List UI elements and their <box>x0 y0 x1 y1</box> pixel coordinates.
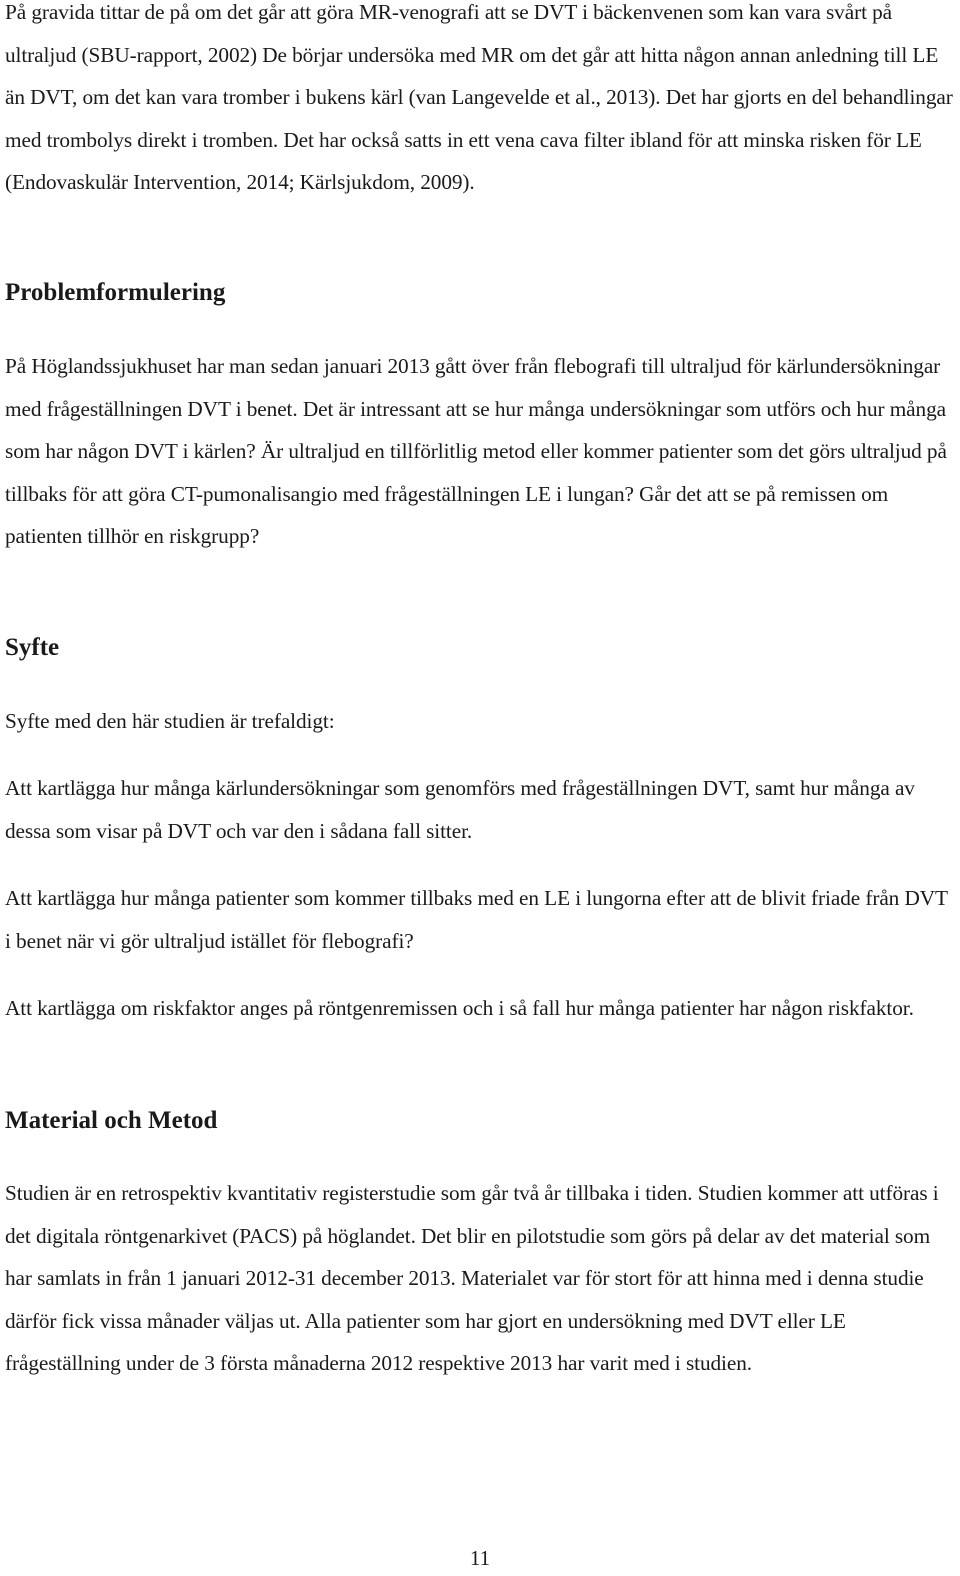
syfte-intro-paragraph: Syfte med den här studien är trefaldigt: <box>5 709 335 733</box>
syfte-aim-paragraph: Att kartlägga hur många patienter som kommer tillbaks med en LE i lungorna efter att de blivit friade från DVT i benet när vi gör ultraljud istället för flebografi? <box>5 886 948 953</box>
intro-paragraph: På gravida tittar de på om det går att göra MR-venografi att se DVT i bäckenvenen som kan vara svårt på ultraljud (SBU-rapport, 2002) De börjar undersöka med MR om det går att hitta någon annan anledning till LE än DVT, om det kan vara tromber i bukens kärl (van Langevelde et al., 2013). Det har gjorts en del behandlingar med trombolys direkt i tromben. Det har också satts in ett vena cava filter ibland för att minska risken för LE (Endovaskulär Intervention, 2014; Kärlsjukdom, 2009). <box>5 0 953 194</box>
syfte-heading: Syfte <box>5 634 60 661</box>
page-number: 11 <box>469 1546 491 1570</box>
metod-heading: Material och Metod <box>5 1107 218 1134</box>
syfte-aim-paragraph: Att kartlägga hur många kärlundersökningar som genomförs med frågeställningen DVT, samt hur många av dessa som visar på DVT och var den i sådana fall sitter. <box>5 776 915 843</box>
problem-heading: Problemformulering <box>5 279 226 306</box>
syfte-aim-paragraph: Att kartlägga om riskfaktor anges på röntgenremissen och i så fall hur många patienter har någon riskfaktor. <box>5 996 914 1020</box>
problem-paragraph: På Höglandssjukhuset har man sedan januari 2013 gått över från flebografi till ultraljud för kärlundersökningar med frågeställningen DVT i benet. Det är intressant att se hur många undersökningar som utförs och hur många som har någon DVT i kärlen? Är ultraljud en tillförlitlig metod eller kommer patienter som det görs ultraljud på tillbaks för att göra CT-pumonalisangio med frågeställningen LE i lungan? Går det att se på remissen om patienten tillhör en riskgrupp? <box>5 354 947 548</box>
metod-paragraph: Studien är en retrospektiv kvantitativ registerstudie som går två år tillbaka i tiden. Studien kommer att utföras i det digitala röntgenarkivet (PACS) på höglandet. Det blir en pilotstudie som görs på delar av det material som har samlats in från 1 januari 2012-31 december 2013. Materialet var för stort för att hinna med i denna studie därför fick vissa månader väljas ut. Alla patienter som har gjort en undersökning med DVT eller LE frågeställning under de 3 första månaderna 2012 respektive 2013 har varit med i studien. <box>5 1181 939 1375</box>
